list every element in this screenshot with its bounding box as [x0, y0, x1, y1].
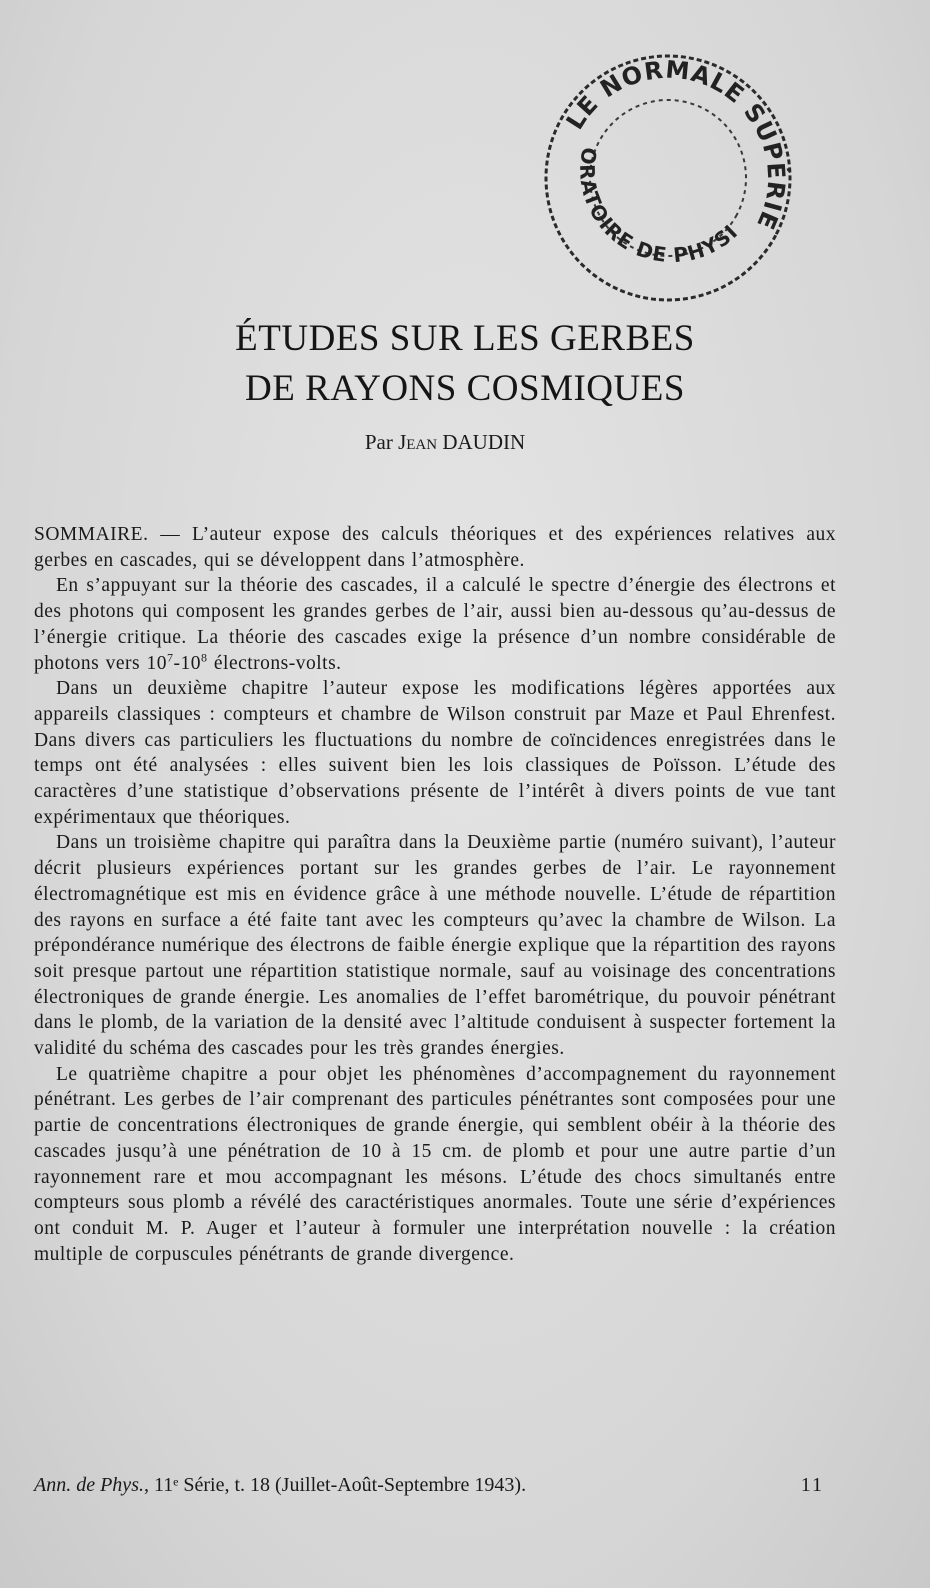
summary-paragraph-5: Le quatrième chapitre a pour objet les phénomènes d’accompagnement du rayonnement pénétrant. Les gerbes de l’air comprenant des particules pénétrantes sont composées pour une partie de concentrations électroniques de grande énergie, qui semblent obéir à la théorie des cascades jusqu’à une pénétration de 10 à 15 cm. de plomb et pour une autre partie d’un rayonnement rare et mou accompagnant les mésons. L’étude des chocs simultanés entre compteurs sous plomb a révélé des caractéristiques anormales. Toute une série d’expériences ont conduit M. P. Auger et l’auteur à formuler une interprétation nouvelle : la création multiple de corpuscules pénétrants de grande divergence.	[34, 1063, 836, 1265]
summary-paragraph-3: Dans un deuxième chapitre l’auteur expose les modifications légères apportées aux appareils classiques : compteurs et chambre de Wilson construit par Maze et Paul Ehrenfest. Dans divers cas particuliers les fluctuations du nombre de coïncidences enregistrées dans le temps ont été analysées : elles suivent bien les lois classiques de Poïsson. L’étude des caractères d’une statistique d’observations présente de l’intérêt à divers points de vue tant expérimentaux que théoriques.	[34, 678, 836, 828]
author-last-name: DAUDIN	[442, 430, 526, 454]
stamp-text-top: ÉCOLE NORMALE SUPÉRIEURE	[560, 55, 791, 235]
summary-p2-text: En s’appuyant sur la théorie des cascades, il a calculé le spectre d’énergie des électrons et des photons qui composent les grandes gerbes de l’air, aussi bien au-dessous qu’au-dessus de l’énergie critique. La théorie des cascades exige la présence d’un nombre considérable de photons vers 10	[34, 575, 836, 674]
journal-name: Ann. de Phys.	[34, 1474, 144, 1496]
stamp-text-bottom: LABORATOIRE DE PHYSIQUE	[575, 145, 743, 268]
article-title-line-1: ÉTUDES SUR LES GERBES	[235, 318, 695, 359]
library-stamp	[528, 38, 808, 318]
page-number: 11	[800, 1474, 824, 1496]
summary-paragraph-1: SOMMAIRE. — L’auteur expose des calculs théoriques et des expériences relatives aux gerbes en cascades, qui se développent dans l’atmosphère.	[34, 524, 836, 571]
author-par: Par	[364, 430, 393, 454]
exponent-8: 8	[201, 650, 208, 665]
exponent-7: 7	[167, 650, 174, 665]
author-line	[0, 430, 890, 455]
svg-text:★ ÉCOLE NORMALE SUPÉRIEURE ★	[534, 38, 808, 236]
journal-citation: , 11ᵉ Série, t. 18 (Juillet-Août-Septembre 1943).	[143, 1474, 527, 1496]
summary-paragraph-4: Dans un troisième chapitre qui paraîtra dans la Deuxième partie (numéro suivant), l’auteur décrit plusieurs expériences portant sur les grandes gerbes de l’air. Le rayonnement électromagnétique est mis en évidence grâce à une méthode nouvelle. L’étude de répartition des rayons en surface a été faite tant avec les compteurs qu’avec la chambre de Wilson. La prépondérance numérique des électrons de faible énergie explique que la répartition des rayons soit presque partout une répartition statistique normale, sauf au voisinage des concentrations électroniques de grande énergie. Les anomalies de l’effet barométrique, du pouvoir pénétrant dans le plomb, de la variation de la densité avec l’altitude conduisent à suspecter fortement la validité du schéma des cascades pour les très grandes énergies.	[34, 832, 836, 1060]
summary-p2-range: -10	[173, 652, 201, 674]
summary-paragraph-2	[34, 573, 836, 676]
article-title-line-2: DE RAYONS COSMIQUES	[245, 368, 685, 409]
author-first-name: Jean	[398, 430, 438, 454]
page-footer	[34, 1474, 834, 1497]
summary-body	[34, 522, 836, 1267]
summary-p2-end: électrons-volts.	[207, 652, 342, 674]
